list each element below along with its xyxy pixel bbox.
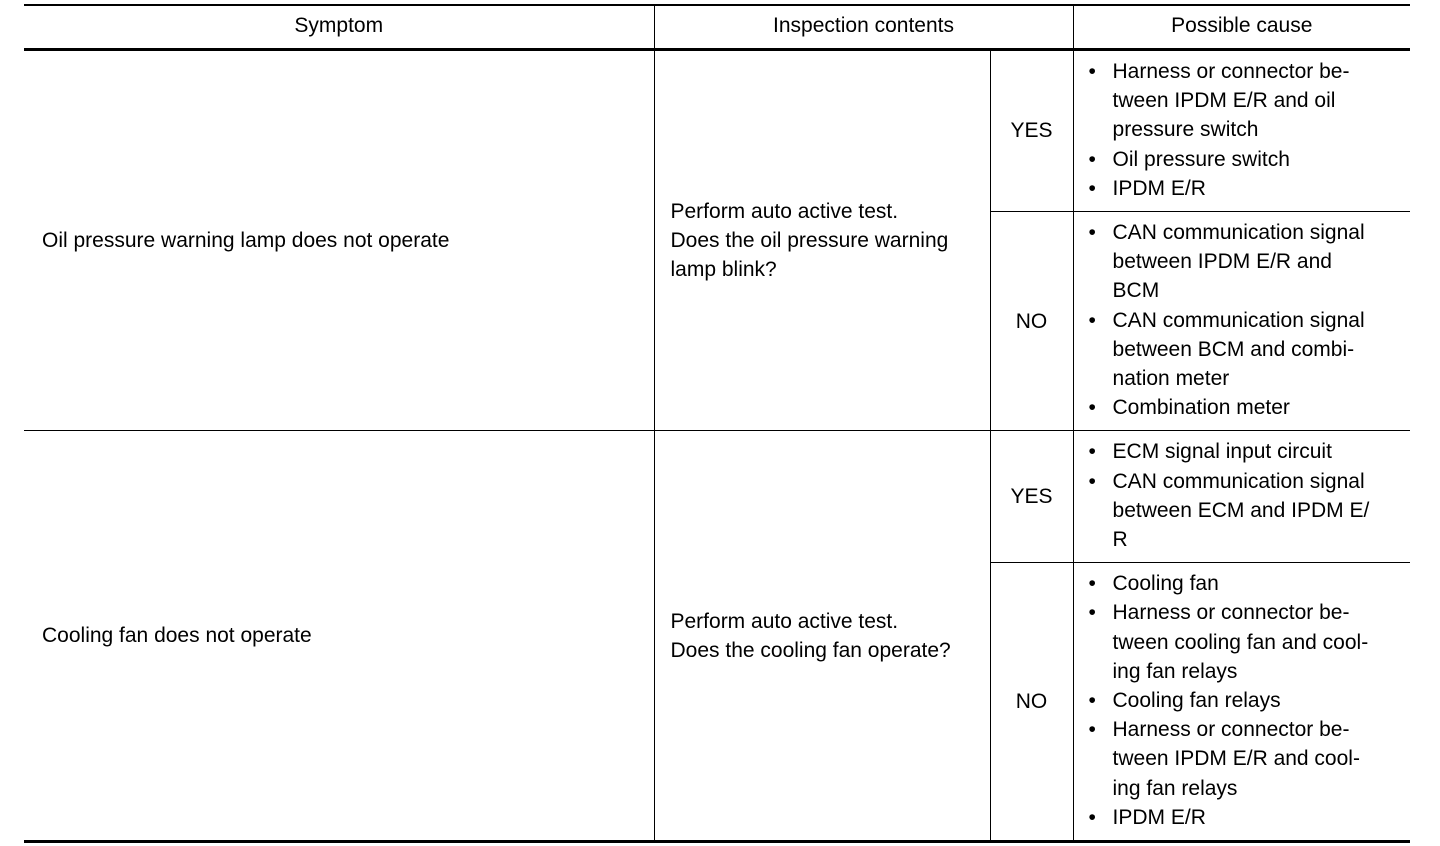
cause-item xyxy=(1086,393,1405,422)
cause-line: • Harness or connector be- xyxy=(1112,60,1350,83)
cause-line: ing fan relays xyxy=(1112,776,1238,800)
cause-line: • Oil pressure switch xyxy=(1112,147,1290,171)
cause-item xyxy=(1086,437,1405,466)
cause-line: between BCM and combi- xyxy=(1112,337,1355,361)
no-label: NO xyxy=(990,212,1073,431)
symptom-cell: Oil pressure warning lamp does not operate xyxy=(24,50,654,431)
cause-item xyxy=(1086,598,1405,686)
cause-item xyxy=(1086,803,1405,832)
cause-line: • CAN communication signal xyxy=(1112,469,1365,493)
cause-item xyxy=(1086,467,1405,555)
cause-cell xyxy=(1073,50,1410,212)
cause-line: • IPDM E/R xyxy=(1112,176,1206,200)
cause-line: • Cooling fan xyxy=(1112,572,1219,596)
cause-line: • IPDM E/R xyxy=(1112,805,1206,829)
cause-item xyxy=(1086,306,1405,394)
inspection-line: lamp blink? xyxy=(670,258,777,282)
cause-list xyxy=(1086,569,1405,832)
yes-label: YES xyxy=(990,431,1073,563)
diagnosis-table xyxy=(24,4,1410,843)
table-row xyxy=(24,50,1410,212)
symptom-cell: Cooling fan does not operate xyxy=(24,431,654,842)
cause-line: between ECM and IPDM E/ xyxy=(1112,498,1370,522)
cause-line: tween IPDM E/R and oil xyxy=(1112,89,1336,113)
cause-line: • ECM signal input circuit xyxy=(1112,440,1332,464)
cause-line: • CAN communication signal xyxy=(1112,221,1365,245)
cause-item xyxy=(1086,569,1405,598)
cause-line: tween cooling fan and cool- xyxy=(1112,630,1369,654)
cause-line: tween IPDM E/R and cool- xyxy=(1112,747,1360,771)
header-row xyxy=(24,5,1410,50)
cause-line: between IPDM E/R and xyxy=(1112,250,1332,274)
inspection-cell xyxy=(654,50,990,431)
no-label: NO xyxy=(990,563,1073,842)
cause-item xyxy=(1086,686,1405,715)
cause-item xyxy=(1086,174,1405,203)
cause-line: • Combination meter xyxy=(1112,396,1290,420)
cause-line: ing fan relays xyxy=(1112,659,1238,683)
inspection-line: Does the cooling fan operate? xyxy=(670,638,951,662)
cause-cell xyxy=(1073,431,1410,563)
cause-item xyxy=(1086,145,1405,174)
cause-line: nation meter xyxy=(1112,367,1230,391)
cause-line: R xyxy=(1112,528,1128,552)
table-row xyxy=(24,431,1410,563)
cause-item xyxy=(1086,218,1405,306)
cause-item xyxy=(1086,715,1405,803)
cause-list xyxy=(1086,218,1405,422)
cause-item xyxy=(1086,57,1405,145)
inspection-line: Does the oil pressure warning xyxy=(670,229,949,253)
cause-list xyxy=(1086,437,1405,554)
cause-line: BCM xyxy=(1112,279,1160,303)
cause-line: • Harness or connector be- xyxy=(1112,601,1350,625)
yes-label: YES xyxy=(990,50,1073,212)
inspection-cell xyxy=(654,431,990,842)
cause-line: • Cooling fan relays xyxy=(1112,689,1281,713)
header-inspection: Inspection contents xyxy=(654,5,1073,50)
cause-list xyxy=(1086,57,1405,203)
cause-line: • Harness or connector be- xyxy=(1112,718,1350,742)
header-symptom: Symptom xyxy=(24,5,654,50)
inspection-line: Perform auto active test. xyxy=(670,199,899,223)
cause-cell xyxy=(1073,212,1410,431)
cause-line: • CAN communication signal xyxy=(1112,308,1365,332)
inspection-line: Perform auto active test. xyxy=(670,609,899,633)
cause-cell xyxy=(1073,563,1410,842)
header-cause: Possible cause xyxy=(1073,5,1410,50)
cause-line: pressure switch xyxy=(1112,118,1259,142)
